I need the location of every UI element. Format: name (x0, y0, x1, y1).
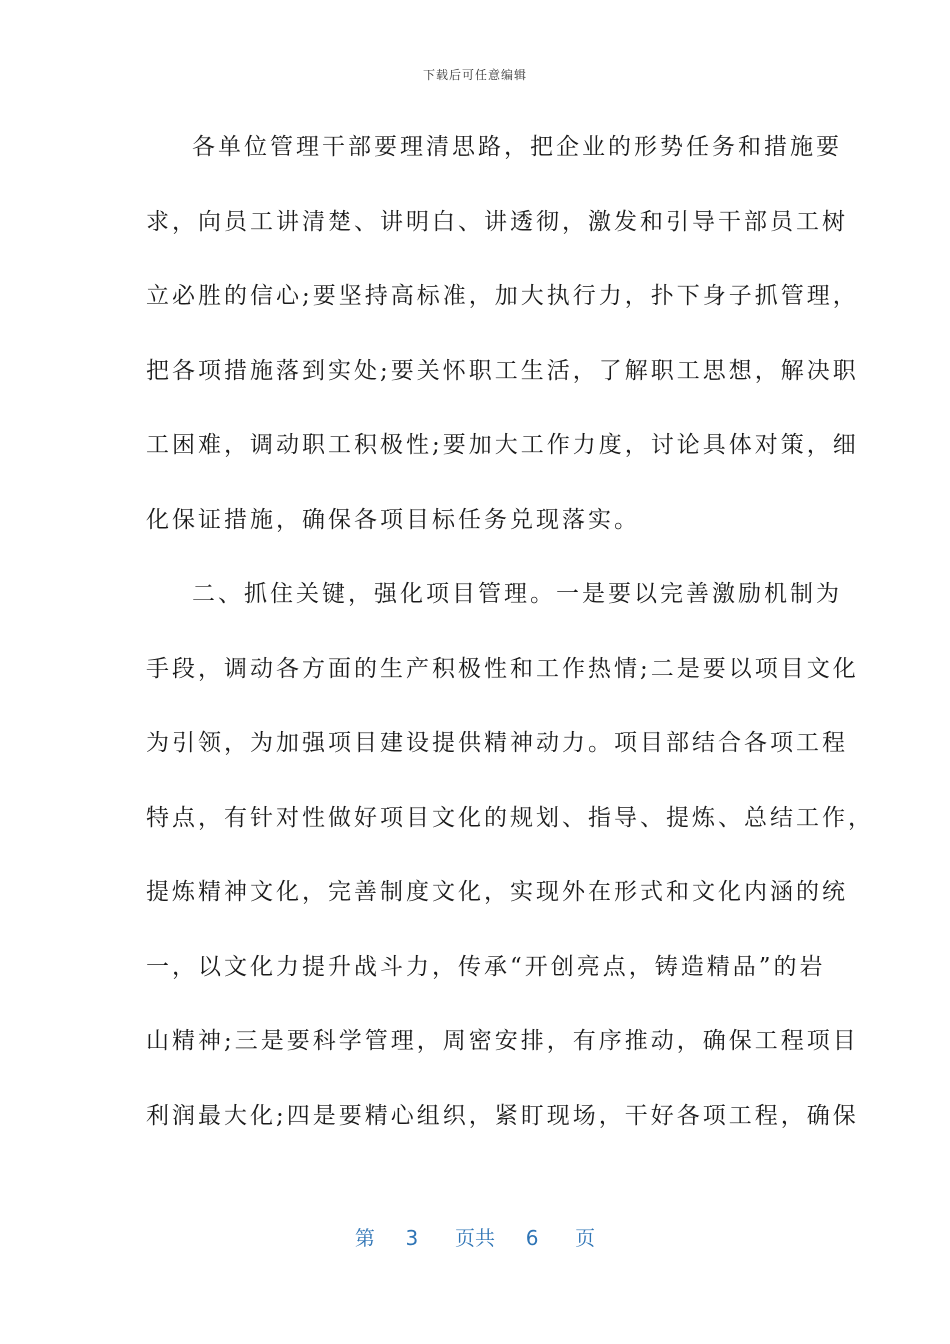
paragraph-line: 二、抓住关键，强化项目管理。一是要以完善激励机制为 (192, 581, 842, 607)
paragraph-line: 手段，调动各方面的生产积极性和工作热情;二是要以项目文化 (146, 655, 859, 682)
footer-suffix: 页 (575, 1226, 596, 1250)
paragraph-line: 提炼精神文化，完善制度文化，实现外在形式和文化内涵的统 (146, 879, 848, 905)
paragraph-line: 利润最大化;四是要精心组织，紧盯现场，干好各项工程，确保 (146, 1102, 859, 1129)
paragraph-line: 把各项措施落到实处;要关怀职工生活，了解职工思想，解决职 (146, 357, 859, 384)
paragraph-line: 求，向员工讲清楚、讲明白、讲透彻，激发和引导干部员工树 (146, 208, 848, 235)
page-footer (0, 1222, 950, 1251)
paragraph-line: 特点，有针对性做好项目文化的规划、指导、提炼、总结工作， (146, 804, 874, 831)
document-body (146, 122, 874, 1165)
footer-prefix: 第 (354, 1226, 375, 1250)
paragraph-line: 工困难，调动职工积极性;要加大工作力度，讨论具体对策，细 (146, 432, 859, 458)
paragraph-line: 化保证措施，确保各项目标任务兑现落实。 (146, 506, 640, 533)
paragraph-line: 一，以文化力提升战斗力，传承“开创亮点，铸造精品”的岩 (146, 953, 826, 980)
total-page-number: 6 (525, 1226, 539, 1250)
paragraph-line: 立必胜的信心;要坚持高标准，加大执行力，扑下身子抓管理， (146, 283, 859, 309)
page-header: 下载后可任意编辑 (422, 68, 527, 82)
paragraph-line: 各单位管理干部要理清思路，把企业的形势任务和措施要 (192, 134, 842, 160)
current-page-number: 3 (405, 1226, 419, 1250)
paragraph-line: 山精神;三是要科学管理，周密安排，有序推动，确保工程项目 (146, 1028, 859, 1054)
footer-middle: 页共 (455, 1226, 495, 1250)
paragraph-line: 为引领，为加强项目建设提供精神动力。项目部结合各项工程 (146, 730, 848, 756)
